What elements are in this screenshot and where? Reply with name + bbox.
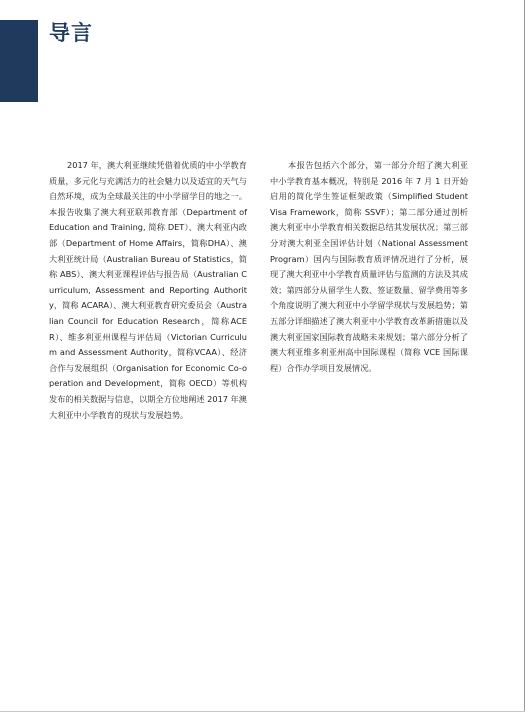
side-color-block [0,20,38,102]
page-title: 导言 [49,21,93,45]
intro-paragraph-left: 2017 年，澳大利亚继续凭借着优质的中小学教育质量，多元化与充满活力的社会魅力以及适宜的天气与自然环境，成为全球最关注的中小学留学目的地之一。本报告收集了澳大利亚联邦教育部（Department of Education and Training, 简称 DET）、澳大利亚内政部（Department of Home Affairs，简称DHA）、澳大利亚统计局（Australian Bureau of Statistics，简称 ABS）、澳大利亚课程评估与报告局（Australian Curriculum, Assessment and Reporting Authority，简称 ACARA）、澳大利亚教育研究委员会（Australian Council for Education Research，简称ACER）、维多利亚州课程与评估局（Victorian Curriculum and Assessment Authority，简称VCAA）、经济合作与发展组织（Organisation for Economic Co-operation and Development，简称 OECD）等机构发布的相关数据与信息，以期全方位地阐述 2017 年澳大利亚中小学教育的现状与发展趋势。 [49,160,247,420]
intro-paragraph-right: 本报告包括六个部分，第一部分介绍了澳大利亚中小学教育基本概况，特别是 2016 年 7 月 1 日开始启用的简化学生签证框架政策（Simplified Student Visa Framework，简称 SSVF）；第二部分通过剖析澳大利亚中小学教育相关数据总结其发展状况；第三部分对澳大利亚全国评估计划（National Assessment Program）国内与国际教育质评情况进行了分析，展现了澳大利亚中小学教育质量评估与监测的方法及其成效；第四部分从留学生人数、签证数量、留学费用等多个角度说明了澳大利亚中小学留学现状与发展趋势；第五部分详细描述了澳大利亚中小学教育改革新措施以及澳大利亚国家国际教育战略未来规划；第六部分分析了澳大利亚维多利亚州高中国际课程（简称 VCE 国际课程）合作办学项目发展情况。 [270,160,468,373]
